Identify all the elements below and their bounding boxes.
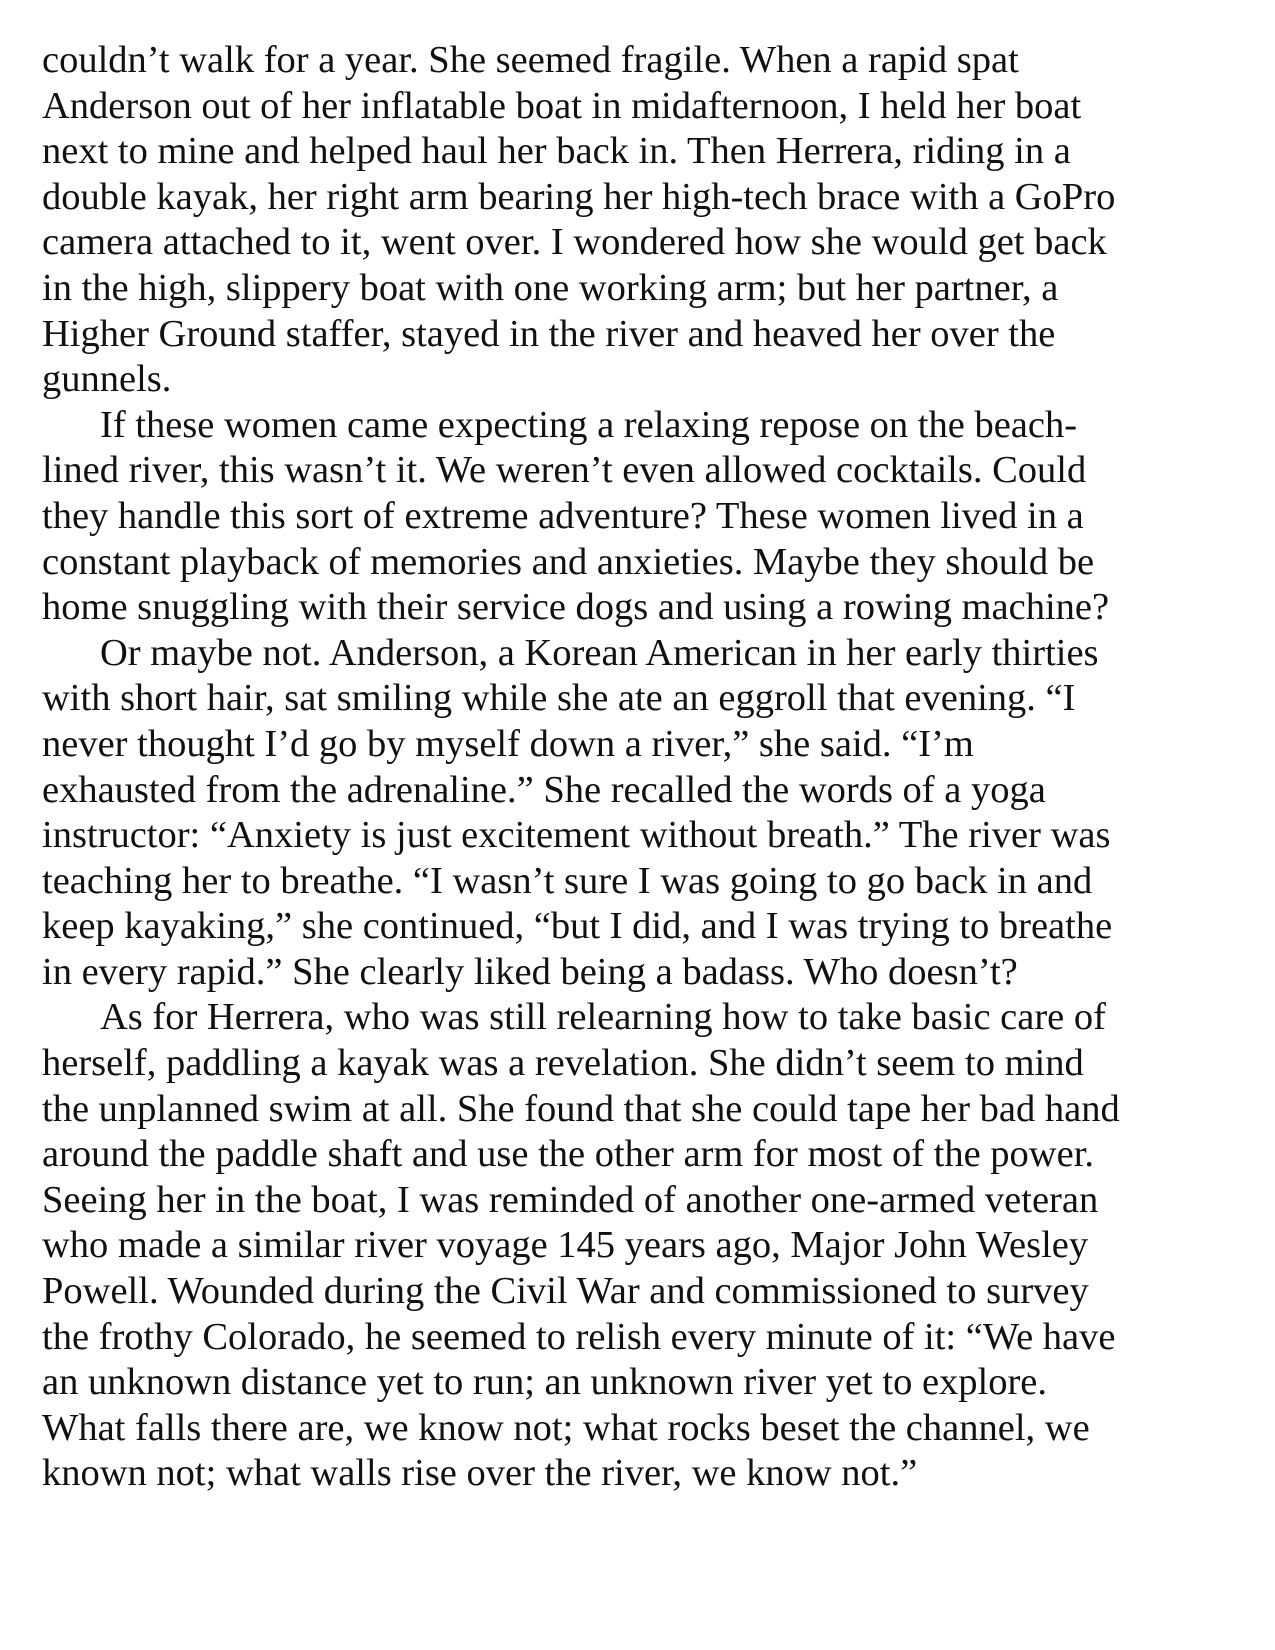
text-line: Seeing her in the boat, I was reminded of another one-armed veteran xyxy=(42,1178,1099,1221)
text-line: known not; what walls rise over the river, we know not.” xyxy=(42,1452,918,1495)
text-line: double kayak, her right arm bearing her high-tech brace with a GoPro xyxy=(42,175,1116,218)
text-line: the unplanned swim at all. She found that she could tape her bad hand xyxy=(42,1087,1120,1130)
text-line: couldn’t walk for a year. She seemed fragile. When a rapid spat xyxy=(42,39,1019,81)
text-line: keep kayaking,” she continued, “but I did, and I was trying to breathe xyxy=(42,905,1113,948)
text-line: Or maybe not. Anderson, a Korean American in her early thirties xyxy=(100,631,1099,674)
text-line: home snuggling with their service dogs and using a rowing machine? xyxy=(42,586,1110,629)
text-line: camera attached to it, went over. I wondered how she would get back xyxy=(42,221,1107,264)
text-line: Anderson out of her inflatable boat in midafternoon, I held her boat xyxy=(42,84,1082,127)
text-line: constant playback of memories and anxieties. Maybe they should be xyxy=(42,540,1095,583)
text-line: in every rapid.” She clearly liked being a badass. Who doesn’t? xyxy=(42,950,1018,993)
text-line: the frothy Colorado, he seemed to relish every minute of it: “We have xyxy=(42,1315,1116,1358)
text-line: What falls there are, we know not; what rocks beset the channel, we xyxy=(42,1406,1090,1449)
text-line: with short hair, sat smiling while she ate an eggroll that evening. “I xyxy=(42,677,1076,720)
text-line: Higher Ground staffer, stayed in the river and heaved her over the xyxy=(42,312,1056,355)
text-line: teaching her to breathe. “I wasn’t sure I was going to go back in and xyxy=(42,859,1093,902)
text-line: who made a similar river voyage 145 years ago, Major John Wesley xyxy=(42,1224,1089,1267)
text-line: around the paddle shaft and use the other arm for most of the power. xyxy=(42,1133,1095,1176)
paragraph xyxy=(42,631,1242,996)
text-line: instructor: “Anxiety is just excitement without breath.” The river was xyxy=(42,814,1111,857)
text-line: in the high, slippery boat with one working arm; but her partner, a xyxy=(42,266,1059,309)
text-line: As for Herrera, who was still relearning how to take basic care of xyxy=(100,996,1106,1039)
text-line: herself, paddling a kayak was a revelation. She didn’t seem to mind xyxy=(42,1042,1084,1085)
text-line: If these women came expecting a relaxing repose on the beach- xyxy=(100,403,1078,446)
text-line: lined river, this wasn’t it. We weren’t even allowed cocktails. Could xyxy=(42,449,1087,492)
paragraph xyxy=(42,995,1242,1497)
text-line: an unknown distance yet to run; an unknown river yet to explore. xyxy=(42,1361,1048,1404)
text-line: they handle this sort of extreme adventure? These women lived in a xyxy=(42,494,1084,537)
document-page xyxy=(42,38,1242,1497)
paragraph xyxy=(42,403,1242,631)
text-line: exhausted from the adrenaline.” She recalled the words of a yoga xyxy=(42,768,1046,811)
paragraph xyxy=(42,38,1242,403)
text-line: next to mine and helped haul her back in. Then Herrera, riding in a xyxy=(42,130,1071,173)
text-line: gunnels. xyxy=(42,358,172,401)
text-line: Powell. Wounded during the Civil War and commissioned to survey xyxy=(42,1270,1089,1313)
text-line: never thought I’d go by myself down a river,” she said. “I’m xyxy=(42,722,974,765)
